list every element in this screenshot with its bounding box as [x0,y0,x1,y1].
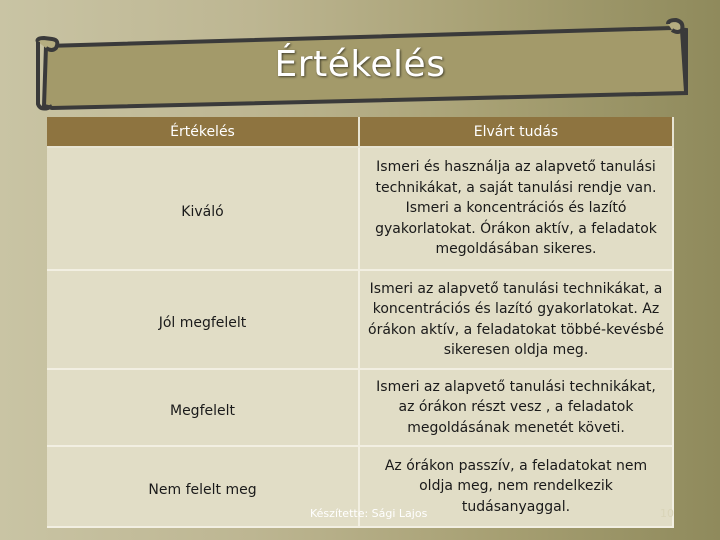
slide-title: Értékelés [274,44,446,85]
table-row [47,147,673,270]
grade-level: Jól megfelelt [47,270,359,369]
grade-description: Ismeri az alapvető tanulási technikákat, az órákon részt vesz , a feladatok megoldásának menetét követi. [359,369,673,446]
evaluation-table [47,117,674,528]
grade-description: Ismeri az alapvető tanulási technikákat, a koncentrációs és lazító gyakorlatokat. Az órákon aktív, a feladatokat többé-kevésbé sikeresen oldja meg. [359,270,673,369]
table-header-row [47,117,673,147]
header-expected-knowledge: Elvárt tudás [359,117,673,147]
table-row [47,369,673,446]
header-evaluation: Értékelés [47,117,359,147]
grade-description: Az órákon passzív, a feladatokat nem oldja meg, nem rendelkezik tudásanyaggal. [359,446,673,527]
page-number: 10 [660,507,674,520]
grade-level: Nem felelt meg [47,446,359,527]
grade-level: Kiváló [47,147,359,270]
footer-author: Készítette: Sági Lajos [310,507,428,520]
grade-level: Megfelelt [47,369,359,446]
table-row [47,270,673,369]
grade-description: Ismeri és használja az alapvető tanulási technikákat, a saját tanulási rendje van. Ismeri a koncentrációs és lazító gyakorlatokat. Órákon aktív, a feladatok megoldásában sikeres. [359,147,673,270]
